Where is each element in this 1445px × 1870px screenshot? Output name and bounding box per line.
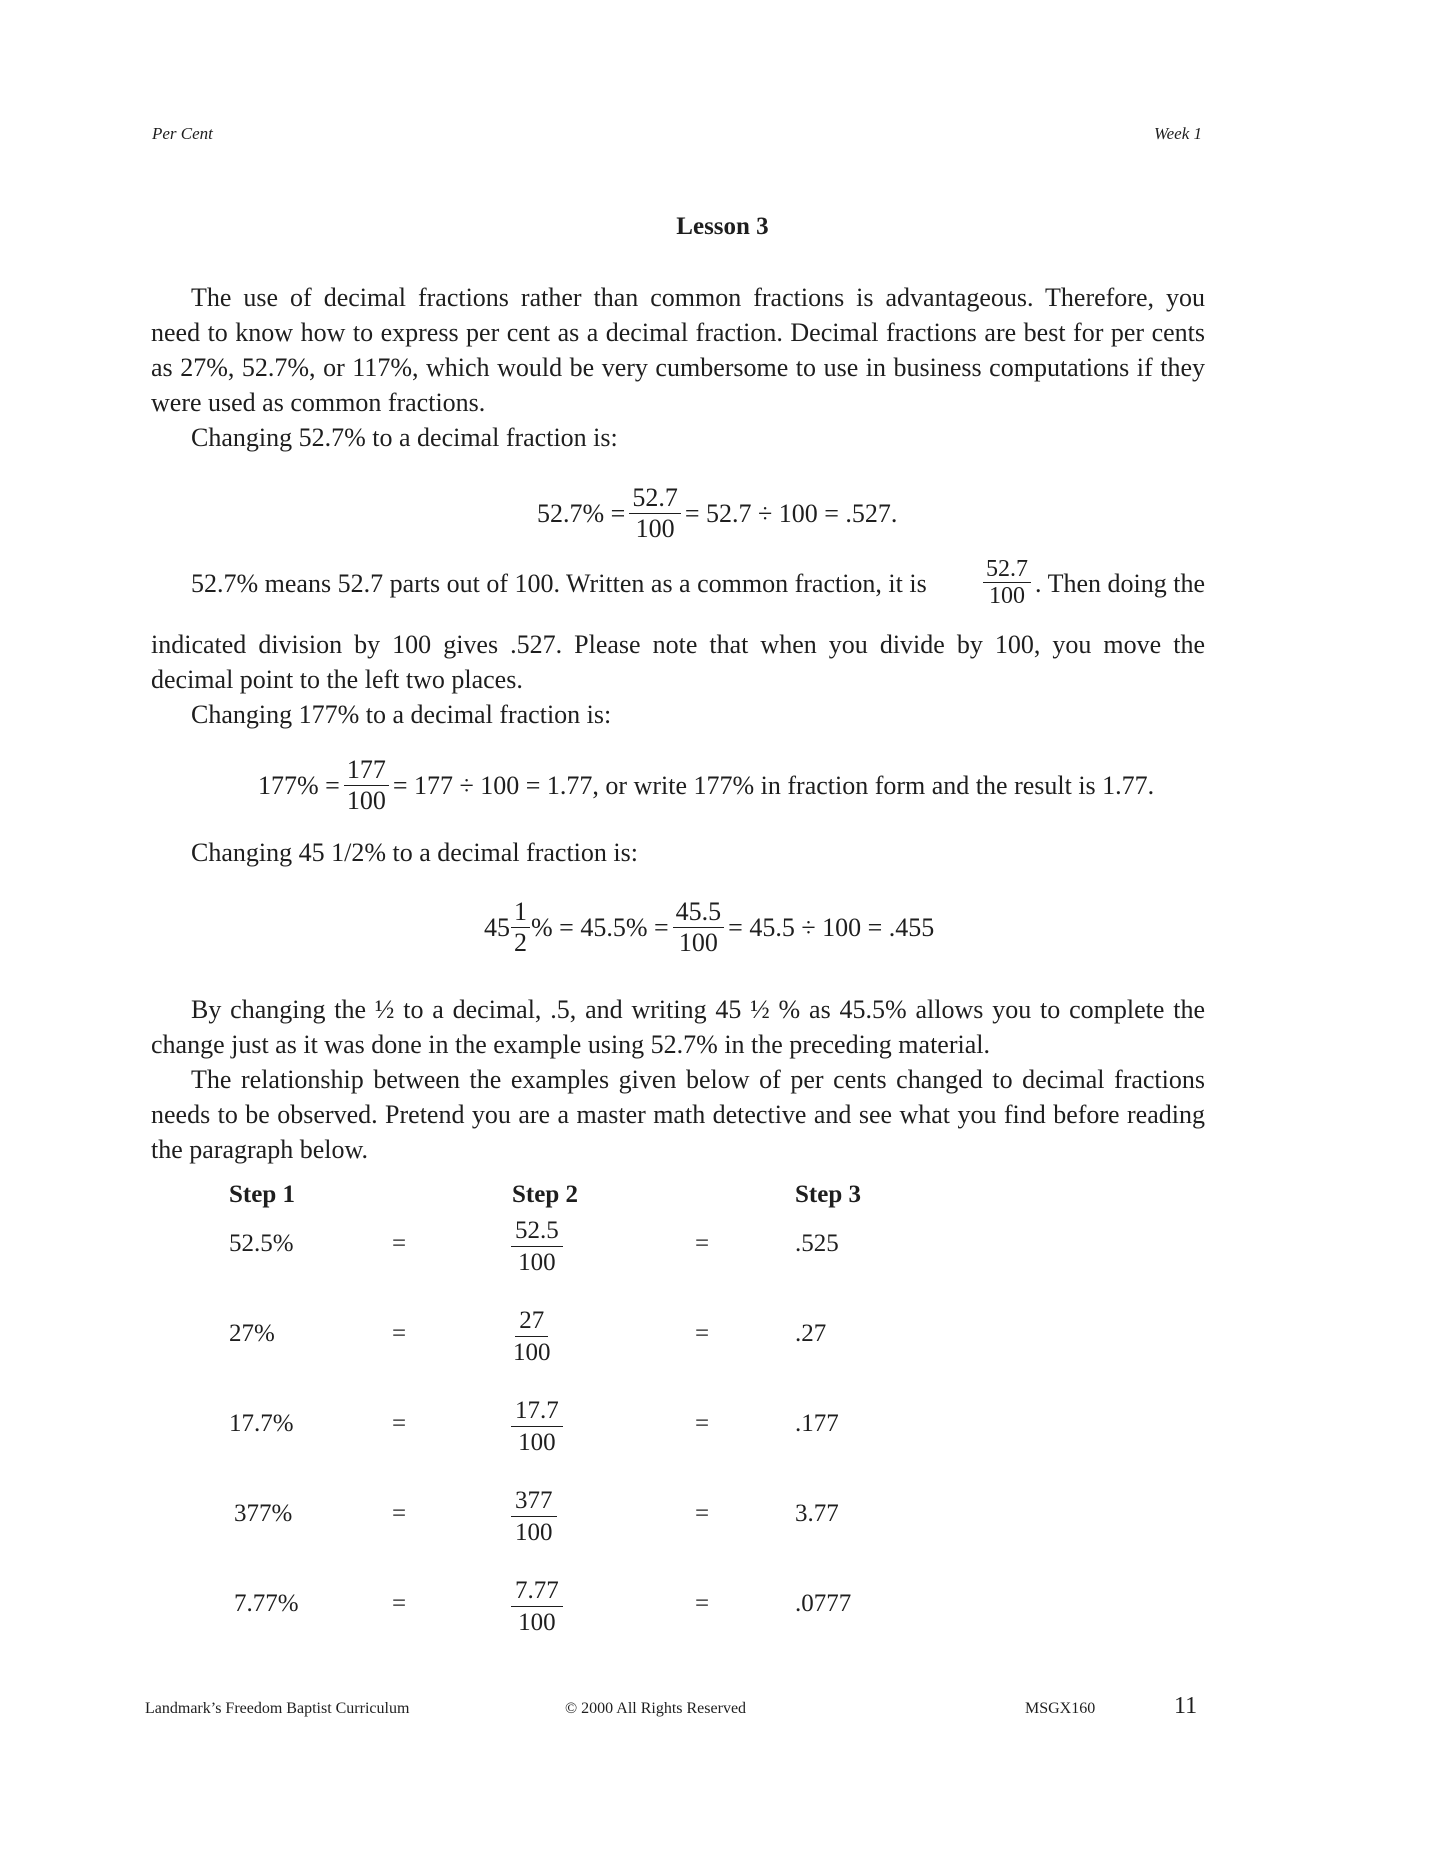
numerator: 52.5 — [511, 1216, 563, 1247]
inline-fraction — [983, 556, 1031, 611]
step1-percent: 27% — [229, 1320, 275, 1347]
numerator: 45.5 — [673, 898, 725, 928]
paragraph-explanation-line1 — [191, 556, 1205, 611]
equals-sign: = — [695, 1320, 710, 1347]
denominator: 100 — [513, 1339, 551, 1366]
numerator: 52.7 — [983, 556, 1031, 583]
text-line: The relationship between the examples given below of per cents changed to decimal fractions — [191, 1065, 1205, 1094]
step1-percent: 52.5% — [229, 1230, 294, 1257]
equals-sign: = — [392, 1410, 407, 1437]
denominator: 100 — [518, 1609, 556, 1636]
column-header-step-3: Step 3 — [795, 1181, 861, 1208]
step2-fraction — [511, 1576, 563, 1640]
denominator: 2 — [514, 927, 527, 957]
denominator: 100 — [989, 583, 1026, 610]
equals-sign: = — [392, 1590, 407, 1617]
eq-lhs: 177% = — [258, 770, 340, 800]
equals-sign: = — [695, 1590, 710, 1617]
eq-mid: % = 45.5% = — [531, 912, 669, 942]
equation-52-7-percent — [537, 484, 897, 543]
fraction — [673, 898, 725, 957]
step3-decimal: .27 — [795, 1320, 827, 1347]
equation-177-percent — [258, 756, 1154, 815]
whole-part: 45 — [484, 912, 510, 942]
step1-percent: 7.77% — [234, 1590, 299, 1617]
numerator: 27 — [515, 1306, 548, 1337]
eq-rhs: = 45.5 ÷ 100 = .455 — [728, 912, 935, 942]
footer-publisher: Landmark’s Freedom Baptist Curriculum — [145, 1700, 410, 1717]
running-header-left: Per Cent — [152, 124, 213, 143]
numerator: 377 — [511, 1486, 557, 1517]
step3-decimal: .525 — [795, 1230, 839, 1257]
example-intro-1: Changing 52.7% to a decimal fraction is: — [191, 423, 618, 452]
column-header-step-1: Step 1 — [229, 1181, 295, 1208]
step3-decimal: 3.77 — [795, 1500, 839, 1527]
column-header-step-2: Step 2 — [512, 1181, 578, 1208]
denominator: 100 — [518, 1249, 556, 1276]
equals-sign: = — [695, 1500, 710, 1527]
text-segment: . Then doing the — [1035, 568, 1205, 598]
equals-sign: = — [392, 1230, 407, 1257]
eq-rhs: = 177 ÷ 100 = 1.77, or write 177% in fraction form and the result is 1.77. — [392, 770, 1155, 800]
fraction-half — [511, 898, 530, 957]
text-line: decimal point to the left two places. — [151, 665, 523, 694]
text-line: needs to be observed. Pretend you are a master math detective and see what you find before reading — [151, 1100, 1205, 1129]
mixed-number — [484, 898, 531, 957]
numerator: 1 — [511, 898, 530, 928]
text-line: change just as it was done in the example using 52.7% in the preceding material. — [151, 1030, 990, 1059]
text-line: the paragraph below. — [151, 1135, 369, 1164]
running-header-right: Week 1 — [1154, 124, 1202, 143]
eq-lhs: 52.7% = — [537, 498, 626, 528]
equals-sign: = — [392, 1500, 407, 1527]
text-line: The use of decimal fractions rather than common fractions is advantageous. Therefore, you — [191, 283, 1205, 312]
numerator: 7.77 — [511, 1576, 563, 1607]
footer-copyright: © 2000 All Rights Reserved — [565, 1700, 747, 1717]
example-intro-2: Changing 177% to a decimal fraction is: — [191, 700, 612, 729]
fraction — [344, 756, 389, 815]
eq-rhs: = 52.7 ÷ 100 = .527. — [684, 498, 898, 528]
denominator: 100 — [515, 1519, 553, 1546]
example-intro-3: Changing 45 1/2% to a decimal fraction is: — [191, 838, 638, 867]
lesson-title: Lesson 3 — [676, 213, 769, 240]
text-line: By changing the ½ to a decimal, .5, and writing 45 ½ % as 45.5% allows you to complete the — [191, 995, 1205, 1024]
equals-sign: = — [695, 1410, 710, 1437]
equals-sign: = — [392, 1320, 407, 1347]
step3-decimal: .0777 — [795, 1590, 852, 1617]
fraction — [629, 484, 681, 543]
step1-percent: 377% — [234, 1500, 293, 1527]
step2-fraction — [511, 1486, 557, 1550]
text-line: as 27%, 52.7%, or 117%, which would be very cumbersome to use in business computations if they — [151, 353, 1205, 382]
numerator: 177 — [344, 756, 389, 786]
step1-percent: 17.7% — [229, 1410, 294, 1437]
denominator: 100 — [678, 927, 718, 957]
page-number: 11 — [1174, 1693, 1198, 1719]
denominator: 100 — [518, 1429, 556, 1456]
denominator: 100 — [635, 513, 675, 543]
text-segment: 52.7% means 52.7 parts out of 100. Written as a common fraction, it is — [191, 568, 927, 598]
denominator: 100 — [346, 785, 386, 815]
equation-45-half-percent — [484, 898, 934, 957]
step2-fraction — [511, 1216, 563, 1280]
numerator: 17.7 — [511, 1396, 563, 1427]
text-line: were used as common fractions. — [151, 388, 486, 417]
numerator: 52.7 — [629, 484, 681, 514]
text-line: indicated division by 100 gives .527. Please note that when you divide by 100, you move the — [151, 630, 1205, 659]
text-line: need to know how to express per cent as a decimal fraction. Decimal fractions are best for per cents — [151, 318, 1205, 347]
step3-decimal: .177 — [795, 1410, 839, 1437]
equals-sign: = — [695, 1230, 710, 1257]
step2-fraction — [513, 1306, 551, 1370]
footer-code: MSGX160 — [1025, 1700, 1096, 1717]
step2-fraction — [511, 1396, 563, 1460]
